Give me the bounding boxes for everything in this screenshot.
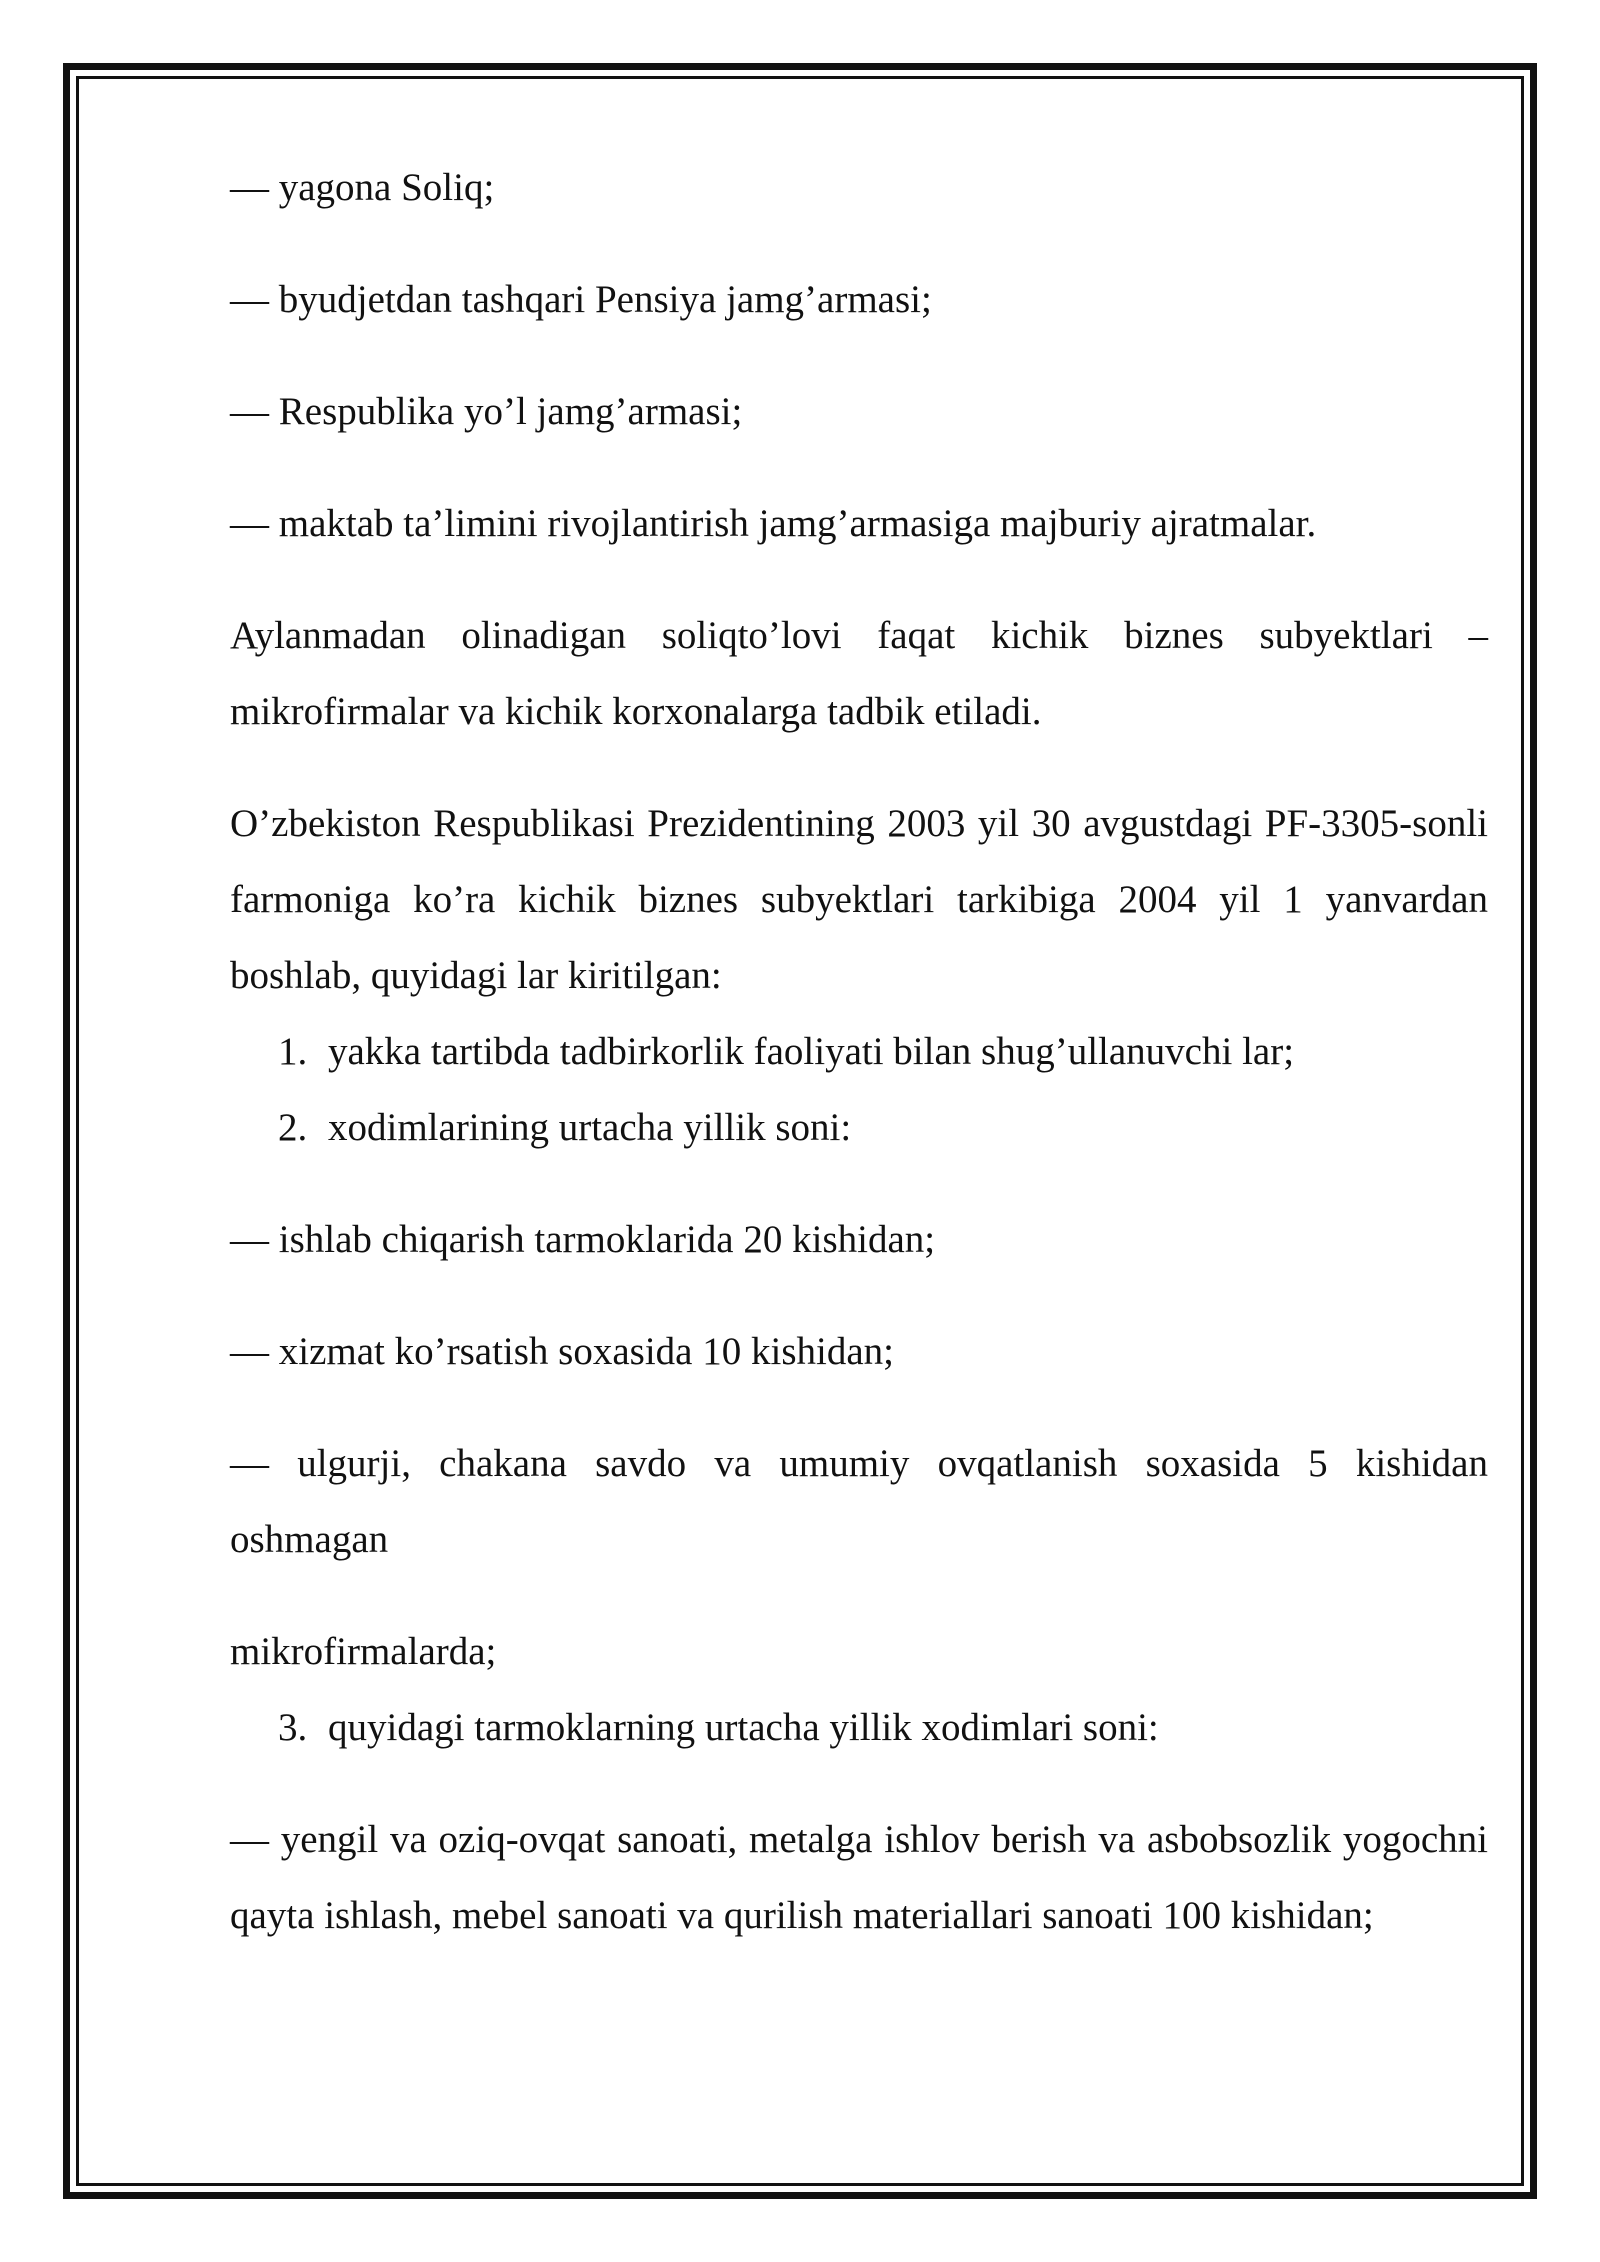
list-text: xodimlarining urtacha yillik soni:: [328, 1106, 852, 1149]
bullet-ishlab-chiqarish: — ishlab chiqarish tarmoklarida 20 kishidan;: [230, 1218, 936, 1261]
list-item-2: [230, 1090, 1488, 1166]
bullet-yol-jamgarmasi: — Respublika yo’l jamg’armasi;: [230, 390, 743, 433]
bullet-pensiya-jamgarmasi: — byudjetdan tashqari Pensiya jamg’armasi;: [230, 278, 932, 321]
list-number: 3.: [278, 1706, 308, 1749]
paragraph-aylanmadan-soliq: Aylanmadan olinadigan soliqto’lovi faqat kichik biznes subyektlari – mikrofirmalar va kichik korxonalarga tadbik etiladi.: [230, 614, 1488, 733]
bullet-xizmat-korsatish: — xizmat ko’rsatish soxasida 10 kishidan;: [230, 1330, 894, 1373]
document-body: [230, 150, 1488, 1954]
list-item-3: [230, 1690, 1488, 1766]
list-number: 1.: [278, 1030, 308, 1073]
list-text: quyidagi tarmoklarning urtacha yillik xodimlari soni:: [328, 1706, 1159, 1749]
bullet-maktab-talimi: — maktab ta’limini rivojlantirish jamg’armasiga majburiy ajratmalar.: [230, 502, 1317, 545]
list-item-1: [230, 1014, 1488, 1090]
paragraph-prezident-farmoni: O’zbekiston Respublikasi Prezidentining 2003 yil 30 avgustdagi PF-3305-sonli farmoniga ko’ra kichik biznes subyektlari tarkibiga 2004 yil 1 yanvardan boshlab, quyidagi lar kiritilgan:: [230, 802, 1488, 997]
paragraph-mikrofirmalarda: mikrofirmalarda;: [230, 1630, 497, 1673]
bullet-yagona-soliq: — yagona Soliq;: [230, 166, 495, 209]
list-text: yakka tartibda tadbirkorlik faoliyati bilan shug’ullanuvchi lar;: [328, 1030, 1295, 1073]
list-number: 2.: [278, 1106, 308, 1149]
bullet-ulgurji-savdo: — ulgurji, chakana savdo va umumiy ovqatlanish soxasida 5 kishidan oshmagan: [230, 1442, 1488, 1561]
bullet-yengil-sanoat: — yengil va oziq-ovqat sanoati, metalga ishlov berish va asbobsozlik yogochni qayta ishlash, mebel sanoati va qurilish materiallari sanoati 100 kishidan;: [230, 1818, 1488, 1937]
